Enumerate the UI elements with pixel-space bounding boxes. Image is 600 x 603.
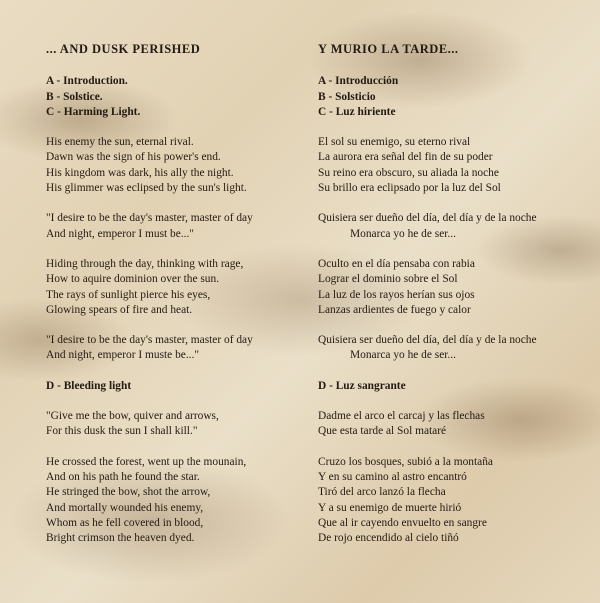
verse-line: How to aquire dominion over the sun. [46,273,220,286]
english-column [46,42,296,546]
verse-line: Tiró del arco lanzó la flecha [318,486,446,499]
verse-line: Oculto en el día pensaba con rabia [318,257,475,270]
estrofa-6 [318,455,588,547]
estrofa-1 [318,135,588,196]
verse-line: For this dusk the sun I shall kill." [46,425,198,438]
verse-line: Cruzo los bosques, subió a la montaña [318,455,493,468]
english-title: ... AND DUSK PERISHED [46,42,201,56]
verse-line: "Give me the bow, quiver and arrows, [46,410,219,423]
verse-line: Monarca yo he de ser... [350,349,456,362]
verse-line: Hiding through the day, thinking with rage, [46,257,244,270]
verse-line: He crossed the forest, went up the mounain, [46,455,247,468]
stanza-2 [46,211,296,242]
verse-line: And night, emperor I must be..." [46,227,194,240]
stanza-6 [46,455,296,547]
verse-line: El sol su enemigo, su eterno rival [318,136,471,149]
verse-line: Lograr el dominio sobre el Sol [318,273,458,286]
verse-line: "I desire to be the day's master, master of day [46,212,253,225]
spanish-part-list [318,74,588,120]
verse-line: Monarca yo he de ser... [350,227,456,240]
parte-b: B - Solsticio [318,90,376,103]
verse-line: And mortally wounded his enemy, [46,501,204,514]
stanza-5 [46,409,296,440]
verse-line: His kingdom was dark, his ally the night. [46,166,234,179]
spanish-title: Y MURIO LA TARDE... [318,42,459,56]
stanza-1 [46,135,296,196]
stanza-4 [46,333,296,364]
verse-line: Quisiera ser dueño del día, del día y de la noche [318,334,537,347]
verse-line: La aurora era señal del fin de su poder [318,151,493,164]
verse-line: He stringed the bow, shot the arrow, [46,486,211,499]
part-d: D - Bleeding light [46,379,132,392]
verse-line: Su brillo era eclipsado por la luz del Sol [318,182,501,195]
verse-line: "I desire to be the day's master, master of day [46,334,253,347]
verse-line: Y a su enemigo de muerte hirió [318,501,462,514]
verse-line: Whom as he fell covered in blood, [46,516,204,529]
verse-line: La luz de los rayos herían sus ojos [318,288,475,301]
verse-line: His enemy the sun, eternal rival. [46,136,194,149]
parte-c: C - Luz hiriente [318,105,396,118]
verse-line: And on his path he found the star. [46,470,200,483]
estrofa-5 [318,409,588,440]
verse-line: Glowing spears of fire and heat. [46,303,193,316]
estrofa-2 [318,211,588,242]
verse-line: The rays of sunlight pierce his eyes, [46,288,211,301]
part-b: B - Solstice. [46,90,103,103]
verse-line: De rojo encendido al cielo tiñó [318,532,459,545]
verse-line: Su reino era obscuro, su aliada la noche [318,166,499,179]
estrofa-3 [318,257,588,318]
verse-line: His glimmer was eclipsed by the sun's light. [46,182,247,195]
verse-line: Bright crimson the heaven dyed. [46,532,195,545]
verse-line: Dadme el arco el carcaj y las flechas [318,410,485,423]
spanish-column [318,42,588,546]
verse-line: And night, emperor I muste be..." [46,349,200,362]
verse-line: Lanzas ardientes de fuego y calor [318,303,471,316]
part-c: C - Harming Light. [46,105,141,118]
verse-line: Y en su camino al astro encantró [318,470,467,483]
verse-line: Quisiera ser dueño del día, del día y de la noche [318,212,537,225]
part-a: A - Introduction. [46,75,128,88]
verse-line: Que al ir cayendo envuelto en sangre [318,516,487,529]
estrofa-4 [318,333,588,364]
parte-a: A - Introducción [318,75,399,88]
stanza-3 [46,257,296,318]
english-part-list [46,74,296,120]
verse-line: Que esta tarde al Sol mataré [318,425,447,438]
verse-line: Dawn was the sign of his power's end. [46,151,221,164]
parte-d: D - Luz sangrante [318,379,406,392]
